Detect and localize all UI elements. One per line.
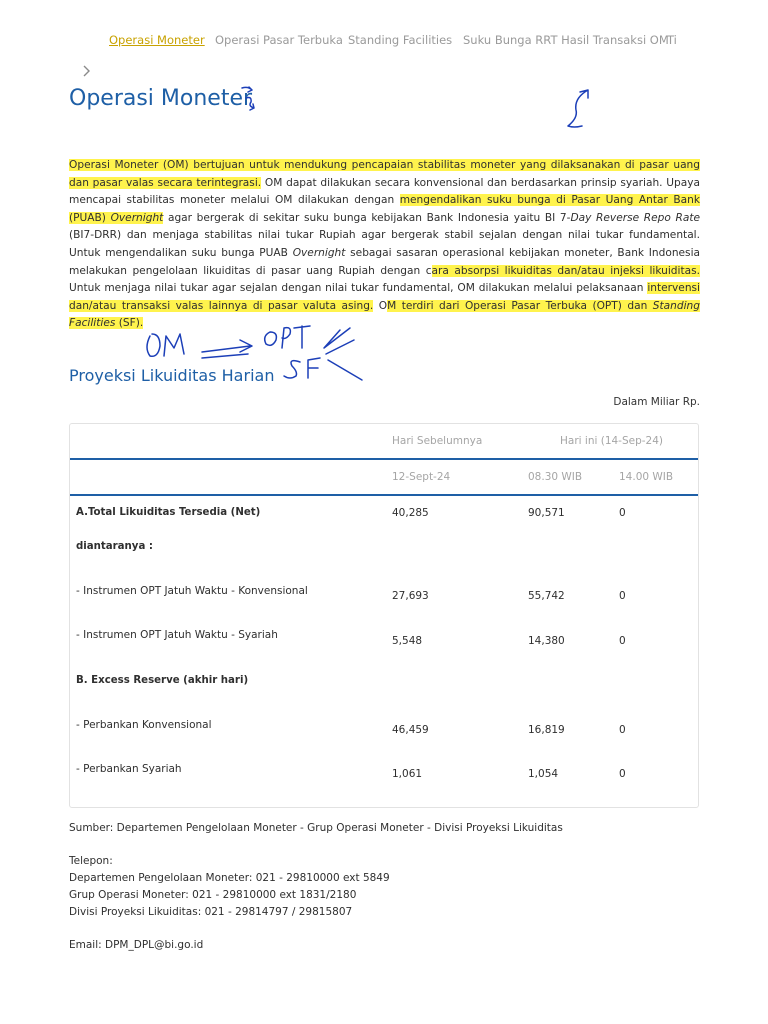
header-time-0830: 08.30 WIB (528, 471, 583, 483)
intro-paragraph (69, 157, 700, 333)
phone-line: Departemen Pengelolaan Moneter: 021 - 29810000 ext 5849 (69, 872, 390, 884)
row-value-0830: 90,571 (528, 507, 565, 519)
header-today: Hari ini (14-Sep-24) (560, 435, 664, 447)
highlight-text: M terdiri dari Operasi Pasar Terbuka (OPT) dan (387, 299, 653, 312)
phone-line: Grup Operasi Moneter: 021 - 29810000 ext 1831/2180 (69, 889, 357, 901)
row-value-0830: 55,742 (528, 590, 565, 602)
row-value-0830: 16,819 (528, 724, 565, 736)
paragraph-text: O (373, 299, 388, 312)
highlight-text-italic: Overnight (110, 211, 164, 224)
highlight-text: (SF). (115, 317, 144, 330)
header-prev-date: 12-Sept-24 (392, 471, 451, 483)
section-title: Proyeksi Likuiditas Harian (69, 366, 275, 385)
header-divider (70, 458, 698, 460)
paragraph-text: agar bergerak di sekitar suku bunga kebijakan Bank Indonesia yaitu BI 7- (163, 211, 571, 224)
highlight-text-italic: Standing Facilities (69, 299, 700, 330)
tab-suku-bunga-rrt[interactable]: Suku Bunga RRT Hasil Transaksi OM (463, 33, 669, 47)
row-label: - Instrumen OPT Jatuh Waktu - Konvensional (76, 585, 308, 597)
tab-truncated[interactable]: Ti (667, 33, 677, 47)
header-prev-day: Hari Sebelumnya (392, 435, 483, 447)
row-value-prev: 5,548 (392, 635, 423, 647)
paragraph-text-italic: Overnight (292, 246, 346, 259)
row-value-prev: 27,693 (392, 590, 429, 602)
highlight-text: intervensi dan/atau transaksi valas lainnya di pasar valuta asing. (69, 282, 700, 312)
row-label: - Instrumen OPT Jatuh Waktu - Syariah (76, 629, 278, 641)
row-value-1400: 0 (619, 507, 626, 519)
phone-line: Divisi Proyeksi Likuiditas: 021 - 29814797 / 29815807 (69, 906, 353, 918)
row-label: - Perbankan Syariah (76, 763, 182, 775)
email-contact: Email: DPM_DPL@bi.go.id (69, 939, 204, 951)
row-value-prev: 1,061 (392, 768, 423, 780)
highlight-text: ara absorpsi likuiditas dan/atau injeksi likuiditas. (431, 264, 700, 277)
row-label: A.Total Likuiditas Tersedia (Net) (76, 507, 261, 518)
row-value-prev: 40,285 (392, 507, 429, 519)
tab-operasi-pasar-terbuka[interactable]: Operasi Pasar Terbuka (215, 33, 343, 47)
tab-standing-facilities[interactable]: Standing Facilities (348, 33, 453, 47)
paragraph-text: Untuk menjaga nilai tukar agar sejalan dengan nilai tukar fundamental, OM dilakukan melalui pelaksanaan (69, 282, 648, 295)
phone-label: Telepon: (69, 855, 113, 867)
row-value-0830: 14,380 (528, 635, 565, 647)
source-note: Sumber: Departemen Pengelolaan Moneter - Grup Operasi Moneter - Divisi Proyeksi Likuiditas (69, 822, 563, 834)
paragraph-text: sebagai sasaran operasional kebijakan moneter, Bank Indonesia melakukan pengelolaan likuiditas di pasar uang Rupiah dengan c (69, 246, 701, 277)
highlight-text: Operasi Moneter (OM) bertujuan untuk mendukung pencapaian stabilitas moneter yang dilaksanakan di pasar uang dan pasar valas secara terintegrasi. (69, 159, 700, 189)
paragraph-text: OM dapat dilakukan secara konvensional dan berdasarkan prinsip syariah. Upaya mencapai stabilitas moneter melalui OM dilakukan dengan (69, 176, 700, 207)
header-divider (70, 494, 698, 496)
top-tab-bar (0, 0, 768, 60)
unit-note: Dalam Miliar Rp. (613, 396, 700, 408)
paragraph-text: (BI7-DRR) dan menjaga stabilitas nilai tukar Rupiah agar bergerak stabil sejalan dengan nilai tukar fundamental. Untuk mengendalikan suku bunga PUAB (69, 229, 700, 259)
page-title: Operasi Moneter (69, 86, 253, 111)
pen-arrow-icon (560, 86, 594, 132)
row-label: diantaranya : (76, 541, 153, 552)
row-label: B. Excess Reserve (akhir hari) (76, 675, 249, 686)
liquidity-table (69, 423, 699, 808)
row-value-0830: 1,054 (528, 768, 559, 780)
paragraph-text-italic: Day Reverse Repo Rate (570, 211, 701, 224)
highlight-text: mengendalikan suku bunga di Pasar Uang Antar Bank (PUAB) (69, 194, 700, 224)
row-value-1400: 0 (619, 724, 626, 736)
header-time-1400: 14.00 WIB (619, 471, 674, 483)
row-value-1400: 0 (619, 635, 626, 647)
row-value-1400: 0 (619, 590, 626, 602)
row-value-prev: 46,459 (392, 724, 429, 736)
tab-operasi-moneter[interactable]: Operasi Moneter (109, 33, 205, 47)
row-value-1400: 0 (619, 768, 626, 780)
row-label: - Perbankan Konvensional (76, 719, 212, 731)
chevron-right-icon[interactable] (80, 62, 98, 80)
